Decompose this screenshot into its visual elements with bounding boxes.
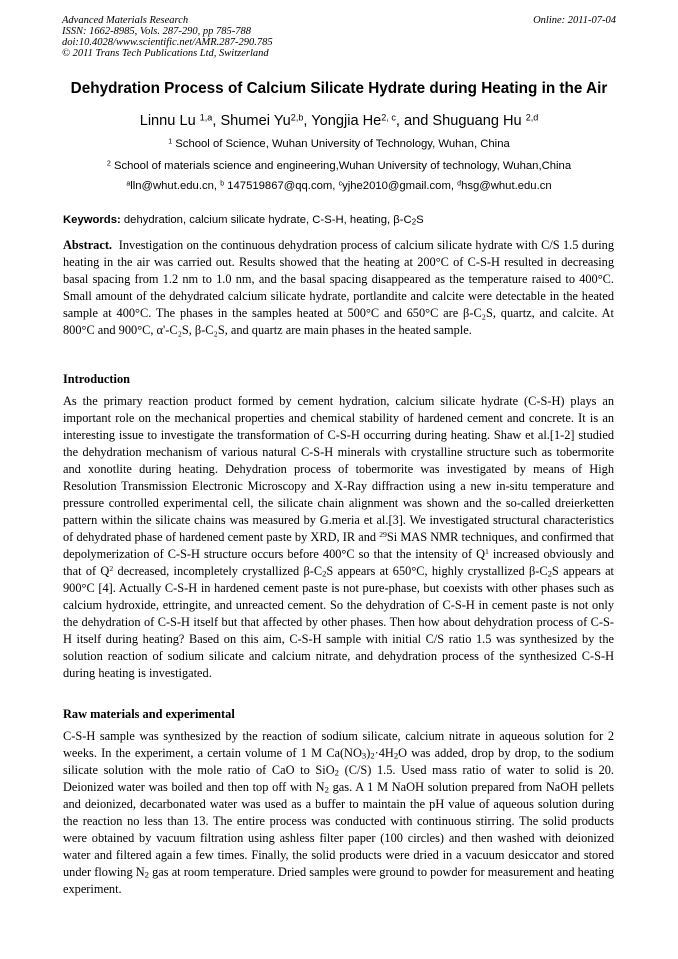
raw-text: gas. A 1 M NaOH solution prepared from NaOH pellets and deionized, decarbonated water was used as a buffer to maintain the pH value of aqueous solution during the reaction no less than 13. The entire process was conducted with continuous stirring. The solid products were obtained by vacuum filtration using ashless filter paper (100 circles) and then washed with deionized water and filtered again a few times. Finally, the solid products were dried in a vacuum desiccator and stored under flowing N	[63, 780, 614, 879]
raw-subscript: 2	[393, 750, 399, 761]
intro-text: S appears at 650°C, highly crystallized β-C	[326, 564, 548, 578]
intro-text: S appears at 900°C [4]. Actually C-S-H in hardened cement paste is not pure-phase, but coexists with other phases such as calcium hydroxide, ettringite, and unreacted cement. So the dehydration of C-S-H in cement paste is not only the dehydration of C-S-H itself but that affected by other phases. Then how about dehydration process of C-S-H itself during heating? Based on this aim, C-S-H sample with initial C/S ratio 1.5 was synthesized by the solution reaction of sodium silicate and calcium nitrate, and dehydration process of the synthesized C-S-H during heating is investigated.	[63, 564, 614, 680]
author-superscript: 1,a	[199, 112, 213, 123]
affiliation-number: 2	[106, 160, 111, 168]
raw-text: (C/S) 1.5. Used mass ratio of water to solid is 20. Deionized water was boiled and then top off with N	[63, 763, 615, 794]
raw-materials-paragraph	[63, 728, 614, 898]
email-text: 147519867@qq.com,	[224, 180, 339, 192]
introduction-heading: Introduction	[63, 372, 130, 386]
issn-line: ISSN: 1662-8985, Vols. 287-290, pp 785-788	[62, 26, 251, 37]
raw-text: ·4H	[374, 746, 394, 760]
email-superscript: b	[220, 180, 225, 188]
abstract-label: Abstract.	[63, 238, 113, 252]
email-line	[20, 180, 658, 192]
affiliation-1	[20, 138, 658, 150]
doi-line: doi:10.4028/www.scientific.net/AMR.287-290.785	[62, 37, 273, 48]
intro-text: decreased, incompletely crystallized β-C	[113, 564, 323, 578]
raw-subscript: 2	[324, 784, 329, 795]
author-superscript: 2,d	[525, 112, 539, 123]
author-list: Linnu Lu $^{1,a}$, Shumei Yu$^{2,b}$, Yongjia He$^{2, c}$, and Shuguang Hu $^{2,d}$	[139, 112, 539, 129]
introduction-paragraph	[63, 393, 614, 682]
author-name: Yongjia He	[311, 113, 382, 129]
affiliation-number: 1	[168, 138, 173, 146]
affiliation-text: School of materials science and engineering,Wuhan University of technology, Wuhan,China	[113, 160, 572, 172]
paper-title: Dehydration Process of Calcium Silicate Hydrate during Heating in the Air	[70, 80, 608, 97]
keywords-tail: S	[416, 214, 424, 226]
intro-subscript: 2	[322, 568, 327, 579]
author-superscript: 2, c	[381, 112, 396, 123]
author-superscript: 2,b	[290, 112, 304, 123]
affiliation-2	[20, 160, 658, 172]
intro-text: increased obviously and that of Q	[63, 547, 614, 578]
keywords-line	[63, 214, 424, 226]
author-name: Linnu Lu	[139, 113, 196, 129]
email-superscript: a	[126, 180, 131, 188]
raw-subscript: 2	[144, 869, 149, 880]
raw-subscript: 3	[361, 750, 367, 761]
raw-text: O was added, drop by drop, to the sodium silicate solution with the mole ratio of CaO to SiO	[63, 746, 614, 777]
affiliation-text: School of Science, Wuhan University of Technology, Wuhan, China	[175, 138, 510, 150]
email-superscript: c	[338, 180, 343, 188]
abstract-text: Investigation on the continuous dehydration process of calcium silicate hydrate with C/S 1.5 during heating in the air was carried out. Results showed that the heating at 200°C of C-S-H resulted in decreasing basal spacing from 1.2 nm to 1.0 nm, and the basal spacing disappeared as the temperature raised to 400°C. Small amount of the dehydrated calcium silicate hydrate, portlandite and calcite were detectable in the heated sample at 400°C. The phases in the samples heated at 500°C and 650°C are β-C₂S, quartz, and calcite. At 800°C and 900°C, α'-C₂S, β-C₂S, and quartz are main phases in the heated sample.	[63, 238, 615, 337]
keywords-label: Keywords:	[63, 214, 121, 226]
author-name: Shuguang Hu	[432, 113, 522, 129]
raw-text: gas at room temperature. Dried samples were ground to powder for measurement and heating experiment.	[63, 865, 614, 896]
online-date: Online: 2011-07-04	[533, 15, 616, 26]
raw-materials-heading: Raw materials and experimental	[63, 707, 235, 721]
author-name: Shumei Yu	[220, 113, 291, 129]
journal-header	[62, 15, 273, 59]
copyright-line: © 2011 Trans Tech Publications Ltd, Switzerland	[62, 48, 269, 59]
raw-text: )	[366, 746, 371, 760]
journal-name: Advanced Materials Research	[62, 15, 189, 26]
intro-text: Si MAS NMR techniques, and confirmed that depolymerization of C-S-H structure occurs before 400°C so that the intensity of Q	[63, 530, 614, 561]
intro-subscript: 2	[547, 568, 552, 579]
intro-superscript: 29	[379, 530, 387, 540]
raw-subscript: 2	[370, 750, 375, 761]
keywords-subscript: 2	[411, 217, 417, 227]
email-text: hsg@whut.edu.cn	[461, 180, 552, 192]
raw-text: C-S-H sample was synthesized by the reaction of sodium silicate, calcium nitrate in aqueous solution for 2 weeks. In the experiment, a certain volume of 1 M Ca(NO	[63, 729, 614, 760]
intro-text: As the primary reaction product formed by cement hydration, calcium silicate hydrate (C-S-H) plays an important role on the mechanical properties and chemical stability of hardened cement and concrete. It is an interesting issue to investigate the transformation of C-S-H occurring during heating. Shaw et al.[1-2] studied the dehydration mechanism of various natural C-S-H minerals with crystalline structure such as tobermorite and xonotlite during heating. Dehydration process of tobermorite was investigated by means of High Resolution Transmission Electronic Microscopy and X-Ray diffraction using a new in-situ temperature and pressure controlled experimental cell, the silicate chain alignment was shown and the so-called dreierketten pattern within the silicate chains was measured by G.meria et al.[3]. We investigated structural characteristics of dehydrated phase of hardened cement paste by XRD, IR and	[63, 394, 614, 544]
abstract-paragraph	[63, 237, 614, 339]
email-text: yjhe2010@gmail.com,	[342, 180, 458, 192]
intro-superscript: 1	[484, 547, 489, 557]
intro-superscript: 2	[109, 564, 114, 574]
keywords-text: dehydration, calcium silicate hydrate, C-S-H, heating, β-C	[120, 214, 412, 226]
raw-subscript: 2	[334, 767, 339, 778]
email-text: lln@whut.edu.cn,	[130, 180, 221, 192]
email-superscript: d	[457, 180, 462, 188]
